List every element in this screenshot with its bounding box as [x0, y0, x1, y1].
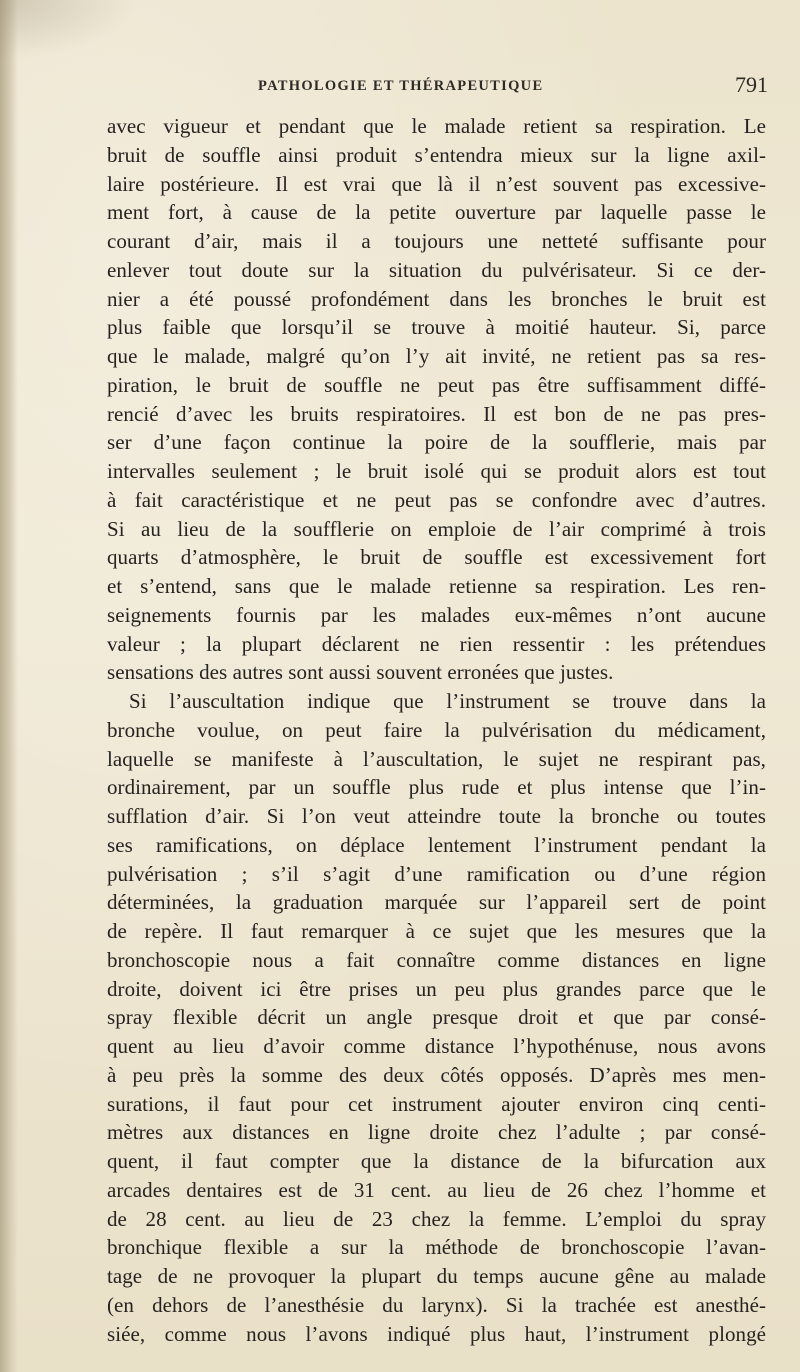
- text-line: spray flexible décrit un angle presque droit et que par consé-: [107, 1005, 766, 1030]
- text-line: Si au lieu de la soufflerie on emploie de l’air comprimé à trois: [107, 516, 766, 541]
- text-line: laire postérieure. Il est vrai que là il n’est souvent pas excessive-: [107, 171, 766, 196]
- page-number: 791: [735, 72, 768, 97]
- text-line: et s’entend, sans que le malade retienne sa respiration. Les ren-: [107, 574, 766, 598]
- text-line: (en dehors de l’anesthésie du larynx). Si la trachée est anesthé-: [107, 1292, 766, 1317]
- text-line: à peu près la somme des deux côtés opposés. D’après mes men-: [107, 1062, 766, 1087]
- text-line: ordinairement, par un souffle plus rude et plus intense que l’in-: [107, 775, 766, 800]
- text-line: ses ramifications, on déplace lentement l’instrument pendant la: [107, 832, 766, 857]
- text-line: quent, il faut compter que la distance de la bifurcation aux: [107, 1149, 766, 1173]
- text-line: enlever tout doute sur la situation du pulvérisateur. Si ce der-: [107, 257, 766, 282]
- text-line: tage de ne provoquer la plupart du temps aucune gêne au malade: [107, 1264, 766, 1288]
- text-line: mètres aux distances en ligne droite chez l’adulte ; par consé-: [107, 1120, 766, 1145]
- text-line: quent au lieu d’avoir comme distance l’hypothénuse, nous avons: [107, 1034, 766, 1058]
- text-line: courant d’air, mais il a toujours une netteté suffisante pour: [107, 229, 766, 253]
- text-line: surations, il faut pour cet instrument ajouter environ cinq centi-: [107, 1091, 766, 1116]
- text-line: bruit de souffle ainsi produit s’entendra mieux sur la ligne axil-: [107, 142, 766, 167]
- text-line: nier a été poussé profondément dans les bronches le bruit est: [107, 286, 766, 311]
- text-line: de 28 cent. au lieu de 23 chez la femme. L’emploi du spray: [107, 1206, 766, 1231]
- text-line: rencié d’avec les bruits respiratoires. Il est bon de ne pas pres-: [107, 401, 766, 426]
- text-line: droite, doivent ici être prises un peu plus grandes parce que le: [107, 976, 766, 1001]
- text-line: plus faible que lorsqu’il se trouve à moitié hauteur. Si, parce: [107, 315, 766, 340]
- text-line: sensations des autres sont aussi souvent erronées que justes.: [107, 660, 614, 685]
- text-line: pulvérisation ; s’il s’agit d’une ramification ou d’une région: [107, 861, 766, 886]
- text-line: bronchique flexible a sur la méthode de bronchoscopie l’avan-: [107, 1235, 766, 1260]
- text-line: que le malade, malgré qu’on l’y ait invité, ne retient pas sa res-: [107, 344, 766, 368]
- text-line: Si l’auscultation indique que l’instrument se trouve dans la: [129, 689, 766, 713]
- text-line: de repère. Il faut remarquer à ce sujet que les mesures que la: [107, 919, 766, 943]
- text-line: intervalles seulement ; le bruit isolé qui se produit alors est tout: [107, 459, 766, 483]
- page-binding-shadow: [0, 0, 18, 1372]
- text-line: bronchoscopie nous a fait connaître comme distances en ligne: [107, 947, 766, 972]
- text-line: piration, le bruit de souffle ne peut pas être suffisamment diffé-: [107, 372, 766, 397]
- page-stain: [0, 0, 140, 60]
- text-line: quarts d’atmosphère, le bruit de souffle est excessivement fort: [107, 545, 766, 570]
- text-line: ment fort, à cause de la petite ouverture par laquelle passe le: [107, 200, 766, 225]
- text-line: ser d’une façon continue la poire de la soufflerie, mais par: [107, 430, 766, 455]
- text-line: laquelle se manifeste à l’auscultation, le sujet ne respirant pas,: [107, 746, 766, 771]
- text-line: à fait caractéristique et ne peut pas se confondre avec d’autres.: [107, 487, 766, 512]
- text-line: arcades dentaires est de 31 cent. au lieu de 26 chez l’homme et: [107, 1177, 766, 1202]
- text-line: valeur ; la plupart déclarent ne rien ressentir : les prétendues: [107, 631, 766, 656]
- text-line: avec vigueur et pendant que le malade retient sa respiration. Le: [107, 114, 766, 138]
- text-line: seignements fournis par les malades eux-mêmes n’ont aucune: [107, 602, 766, 627]
- running-title: PATHOLOGIE ET THÉRAPEUTIQUE: [258, 78, 544, 94]
- running-head: [108, 72, 768, 102]
- text-line: sufflation d’air. Si l’on veut atteindre toute la bronche ou toutes: [107, 804, 766, 828]
- text-line: bronche voulue, on peut faire la pulvérisation du médicament,: [107, 717, 766, 742]
- text-line: siée, comme nous l’avons indiqué plus haut, l’instrument plongé: [107, 1321, 766, 1346]
- body-text: [107, 112, 766, 1348]
- text-line: déterminées, la graduation marquée sur l’appareil sert de point: [107, 890, 766, 915]
